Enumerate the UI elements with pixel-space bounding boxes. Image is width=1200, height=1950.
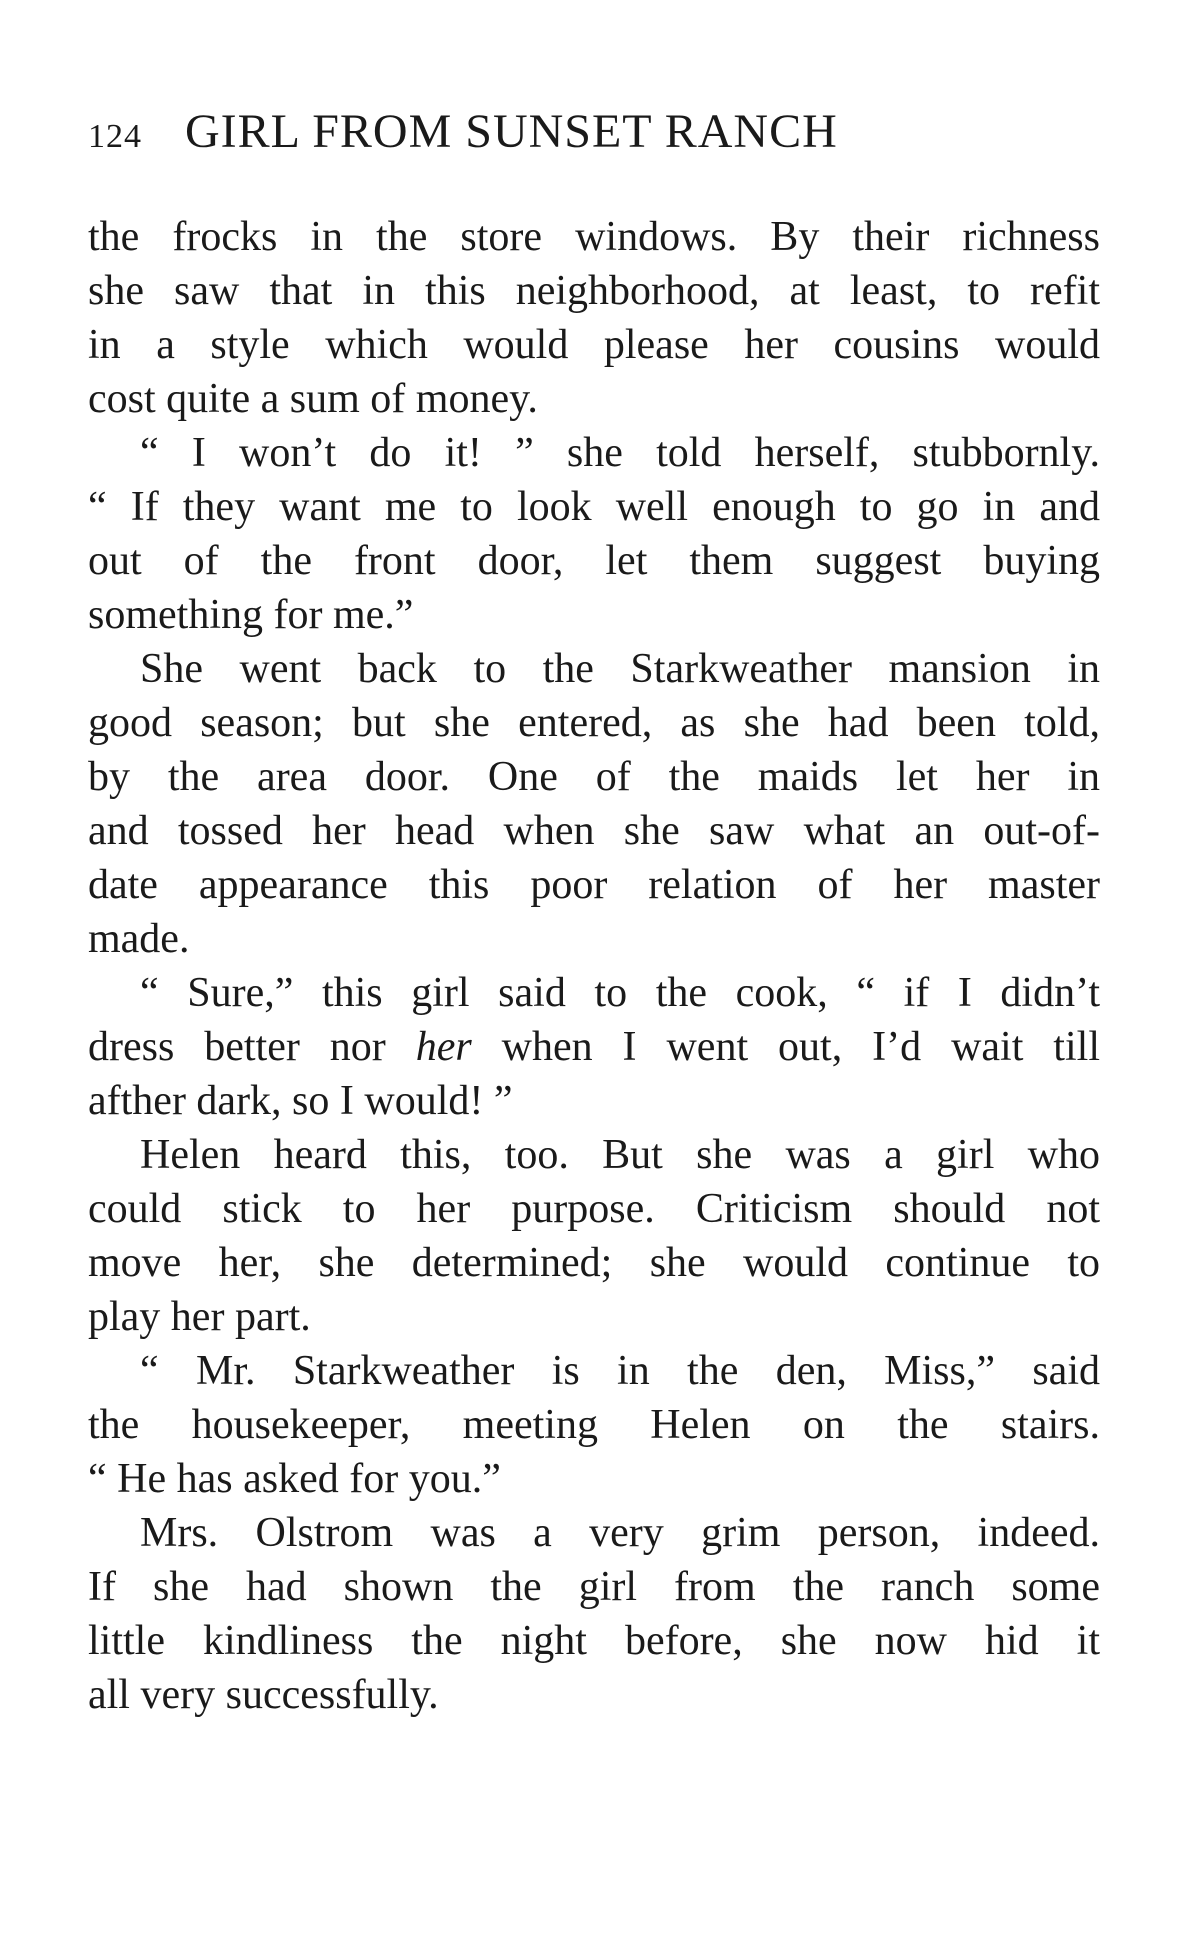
text-line: “ I won’t do it! ” she told herself, stubbornly. xyxy=(140,430,1100,476)
text-line: she saw that in this neighborhood, at least, to refit xyxy=(88,268,1100,314)
text-line: the housekeeper, meeting Helen on the stairs. xyxy=(88,1402,1100,1448)
text-line: date appearance this poor relation of her master xyxy=(88,862,1100,908)
text-line: in a style which would please her cousins would xyxy=(88,322,1100,368)
text-line: Mrs. Olstrom was a very grim person, indeed. xyxy=(140,1510,1100,1556)
text-line: could stick to her purpose. Criticism should not xyxy=(88,1186,1100,1232)
text-line: little kindliness the night before, she now hid it xyxy=(88,1618,1100,1664)
text-line: made. xyxy=(88,916,190,962)
text-line: by the area door. One of the maids let her in xyxy=(88,754,1100,800)
text-line: out of the front door, let them suggest buying xyxy=(88,538,1100,584)
running-head xyxy=(88,104,988,174)
text-line: move her, she determined; she would continue to xyxy=(88,1240,1100,1286)
body-text xyxy=(88,210,1100,1722)
text-line: play her part. xyxy=(88,1294,311,1340)
text-line: cost quite a sum of money. xyxy=(88,376,538,422)
text-line: and tossed her head when she saw what an out-of- xyxy=(88,808,1100,854)
text-line: She went back to the Starkweather mansion in xyxy=(140,646,1100,692)
text-line: good season; but she entered, as she had been told, xyxy=(88,700,1100,746)
text-line: If she had shown the girl from the ranch some xyxy=(88,1564,1100,1610)
book-title: GIRL FROM SUNSET RANCH xyxy=(185,105,838,158)
page-number: 124 xyxy=(88,118,142,155)
text-line: “ Mr. Starkweather is in the den, Miss,” said xyxy=(140,1348,1100,1394)
text-line: “ He has asked for you.” xyxy=(88,1456,501,1502)
text-line: Helen heard this, too. But she was a girl who xyxy=(140,1132,1100,1178)
text-line: “ Sure,” this girl said to the cook, “ if I didn’t xyxy=(140,970,1100,1016)
text-line: “ If they want me to look well enough to go in and xyxy=(88,484,1100,530)
text-line: all very successfully. xyxy=(88,1672,439,1718)
text-segment: when I went out, I’d wait till xyxy=(471,1024,1100,1070)
italic-word: her xyxy=(415,1024,472,1070)
text-line: afther dark, so I would! ” xyxy=(88,1078,513,1124)
text-segment: dress better nor xyxy=(88,1024,416,1070)
text-line-with-italic xyxy=(88,1020,1100,1074)
text-line: the frocks in the store windows. By their richness xyxy=(88,214,1100,260)
text-line: something for me.” xyxy=(88,592,414,638)
